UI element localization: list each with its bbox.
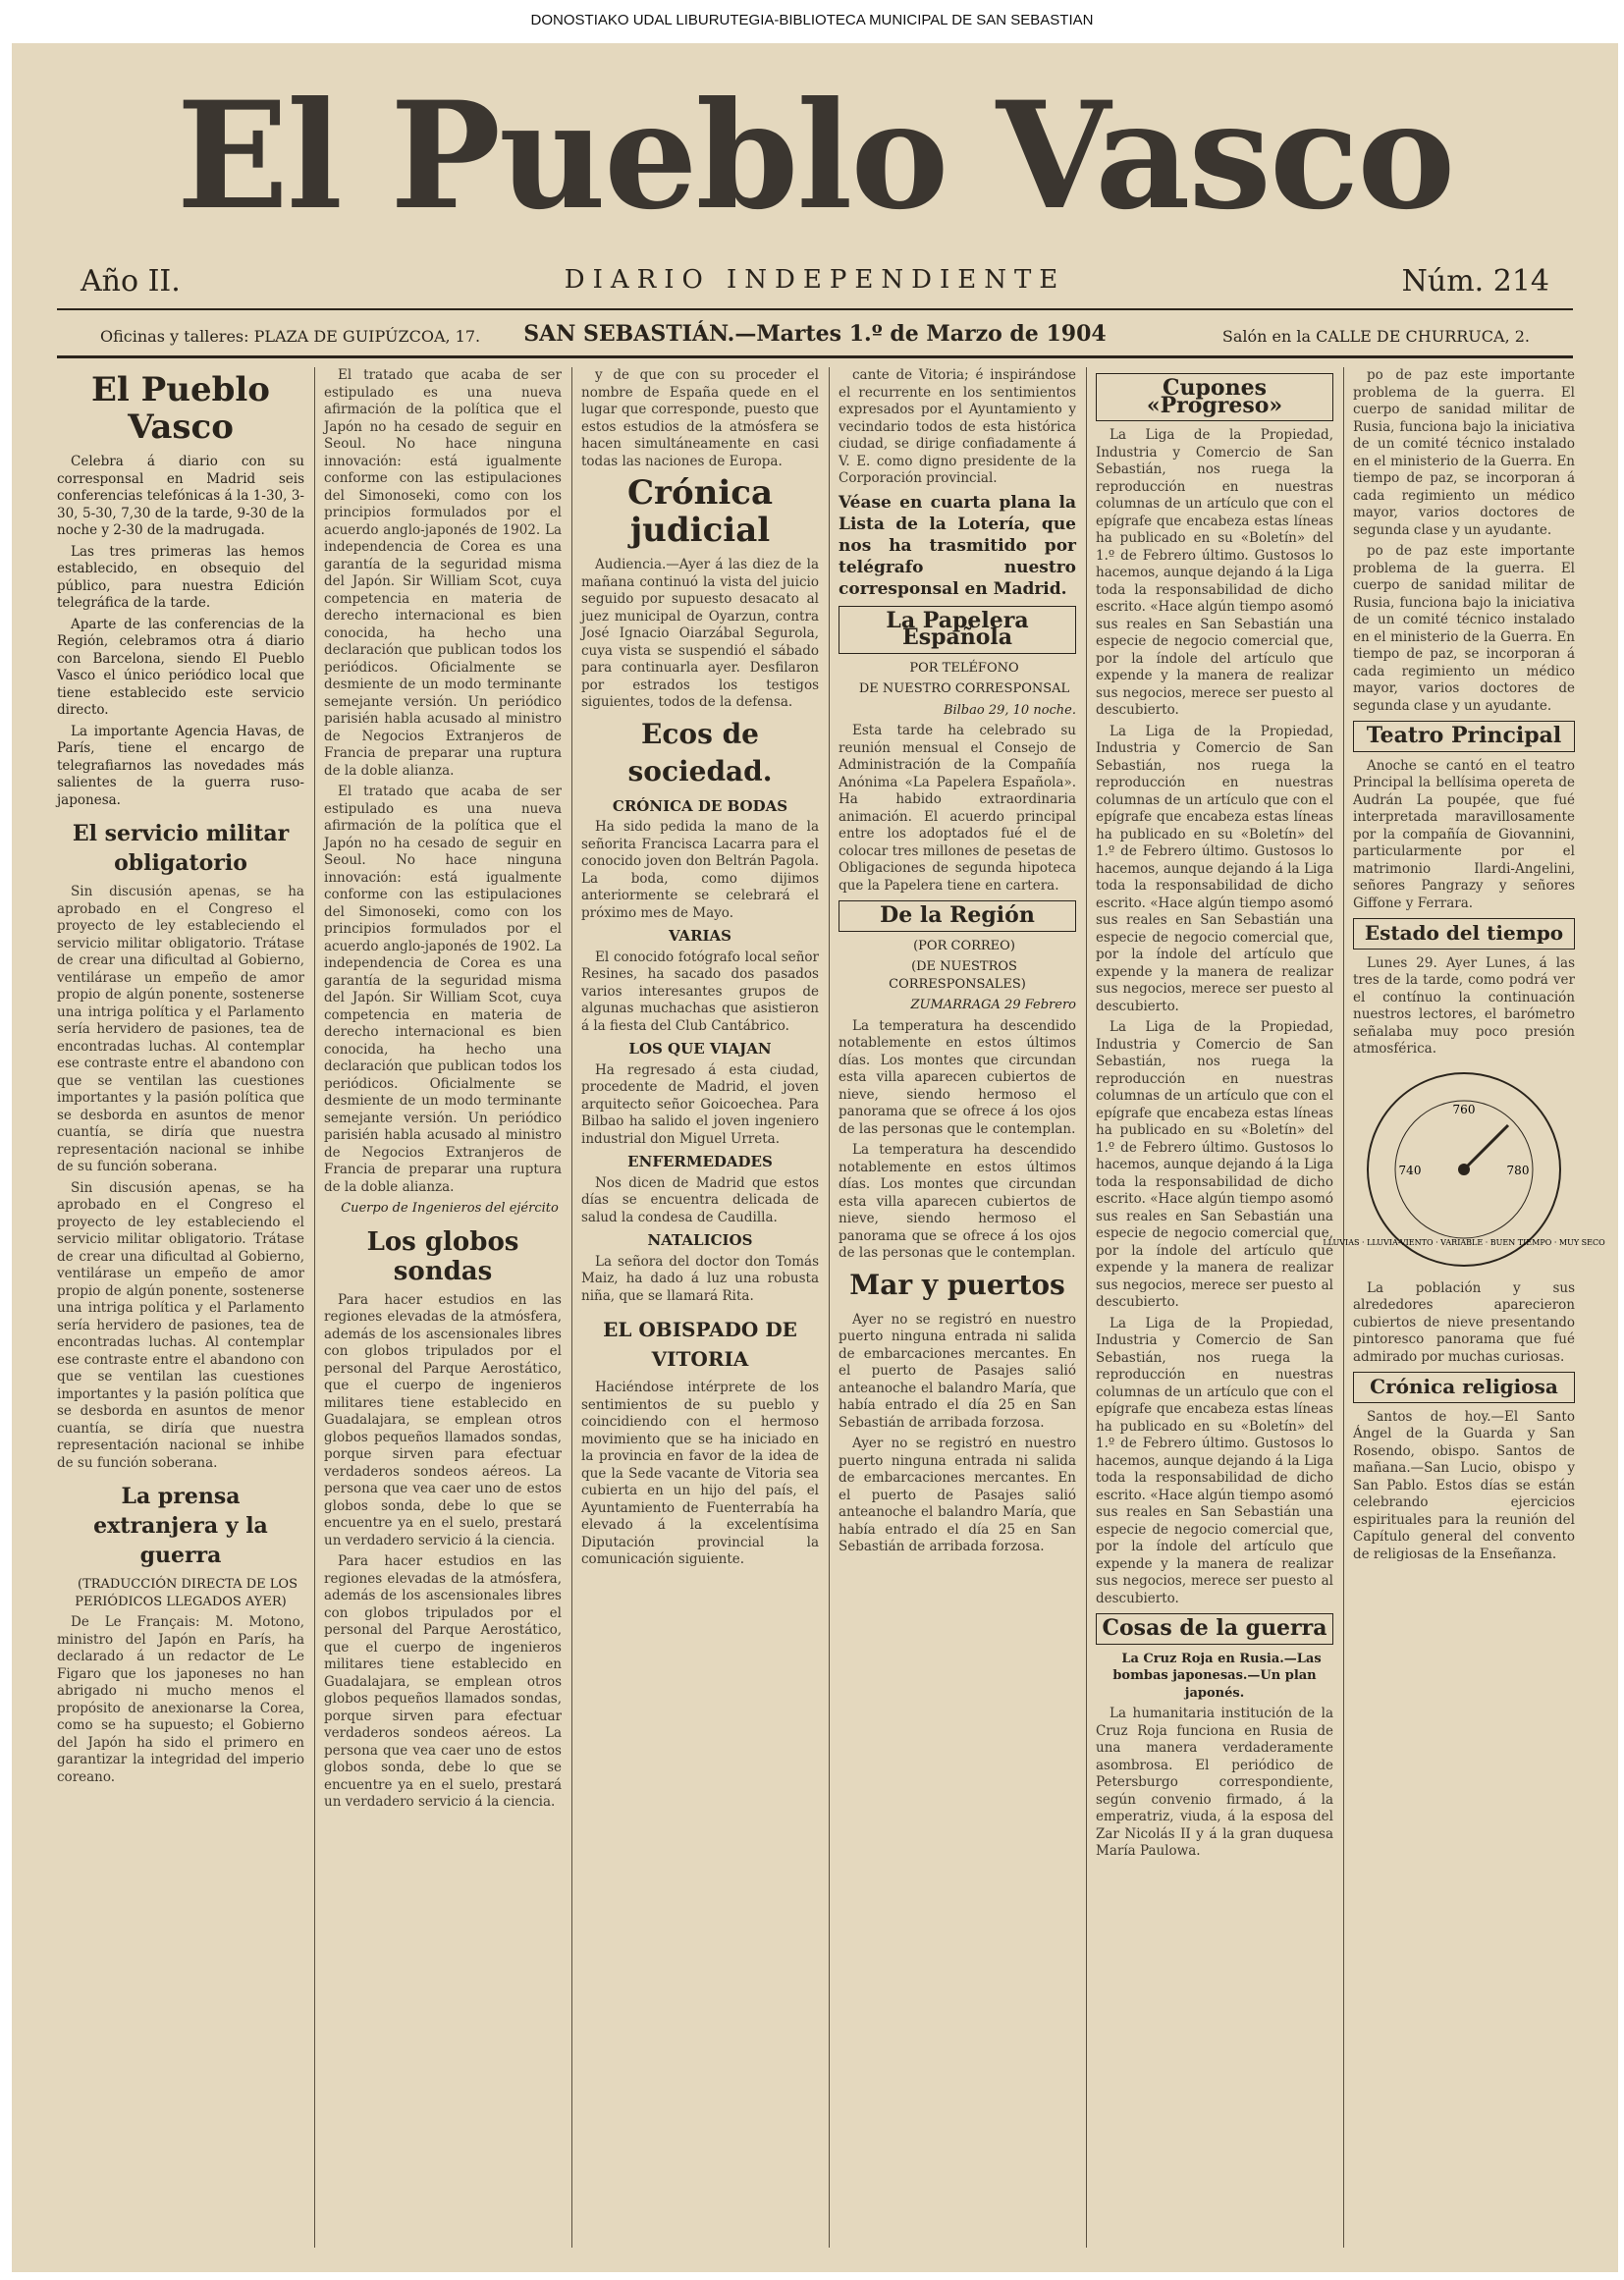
article-body: El tratado que acaba de ser estipulado es una nueva afirmación de la política que el Japón no ha cesado de seguir en Seoul. No hace ninguna innovación: está igualmente conforme con las estipulaciones del Simonoseki, como con los principios formulados por el acuerdo anglo-japonés de 1902. La independencia de Corea es una garantía de la seguridad misma del Japón. Sir William Scot, cuya competencia en materia de derecho internacional es bien conocida, ha hecho una declaración que publican todos los periódicos. Oficialmente se desmiente de un modo terminante semejante versión. Un periódico parisién habla acusado al ministro de Negocios Extranjeros de Francia de preparar una ruptura de la doble alianza. [324,784,562,1195]
article-heading: La Papelera Española [839,606,1076,654]
article-body: Anoche se cantó en el teatro Principal la bellísima opereta de Audrán La poupée, que fué interpretada maravillosamente por la compañía de Giovannini, particularmente por el matrimonio Ilardi-Angelini, señores Pangrazy y señores Giffone y Ferrara. [1353,757,1575,911]
article-body: Esta tarde ha celebrado su reunión mensual el Consejo de Administración de la Compañía Anónima «La Papelera Española». Ha habido extraordinaria animación. El acuerdo principal entre los adoptados fué el de colocar tres millones de pesetas de Obligaciones de segunda hipoteca que la Papelera tiene en cartera. [839,723,1076,894]
article-body: Ayer no se registró en nuestro puerto ninguna entrada ni salida de embarcaciones mercantes. En el puerto de Pasajes salió anteanoche el balandro María, que había entrado el día 25 en San Sebastián de arribada forzosa. [839,1436,1076,1554]
column-4 [839,367,1076,2257]
info-line [71,321,1559,351]
article-body: El conocido fotógrafo local señor Resines, ha sacado dos pasados varios interesantes grupos de algunas muchachas que asistieron á la fiesta del Club Cantábrico. [581,949,819,1034]
article-heading: La prensa extranjera y la guerra [93,1484,268,1568]
section-label: DE NUESTRO CORRESPONSAL [858,681,1070,696]
year-label: Año II. [81,264,181,299]
section-label: LOS QUE VIAJAN [628,1040,772,1058]
section-label: POR TELÉFONO [909,660,1019,676]
article-body: De Le Français: M. Motono, ministro del Japón en París, ha declarado á un redactor de Le Figaro que los japoneses no han abrigado ni mucho menos el propósito de anexionarse la Corea, como se ha supuesto; el Gobierno del Japón ha sido el primero en garantizar la integridad del imperio coreano. [57,1614,304,1785]
section-label: CRÓNICA DE BODAS [612,796,788,815]
article-heading: Crónica judicial [626,473,774,550]
article-body: La temperatura ha descendido notablemente en estos últimos días. Los montes que circundan esta villa aparecen cubiertos de nieve, siendo hermoso el panorama que se ofrece á los ojos de las personas que le contemplan. [839,1142,1076,1261]
gauge-labels: LLUVIAS · LLUVIA-VIENTO · VARIABLE · BUEN TIEMPO · MUY SECO [1323,1237,1605,1247]
column-3 [581,367,819,2257]
article-heading: Teatro Principal [1353,721,1575,752]
gauge-value: 740 [1398,1163,1422,1177]
article-heading: EL OBISPADO DE VITORIA [603,1318,797,1371]
article-heading: De la Región [839,900,1076,932]
article-body: La señora del doctor don Tomás Maiz, ha dado á luz una robusta niña, que se llamará Rita. [581,1253,819,1304]
article-body: La Liga de la Propiedad, Industria y Comercio de San Sebastián, nos ruega la reproducción en nuestras columnas de un artículo que con el epígrafe que encabeza estas líneas ha publicado en su «Boletín» del 1.º de Febrero último. Gustosos lo hacemos, aunque dejando á la Liga toda la responsabilidad de dicho escrito. «Hace algún tiempo asomó sus reales en San Sebastián una especie de negocio comercial que, por la índole del artículo que expende y la manera de realizar sus negocios, merece ser puesto al descubierto. [1096,1019,1333,1310]
article-heading: Cosas de la guerra [1096,1613,1333,1645]
article-body: Audiencia.—Ayer á las diez de la mañana continuó la vista del juicio seguido por supuesto desacato al juez municipal de Oyarzun, contra José Ignacio Oiarzábal Segurola, cuya vista se suspendió el sábado para continuarla ayer. Desfilaron por estrados los testigos siguientes, todos de la defensa. [581,557,819,710]
column-divider [829,367,830,2248]
section-label: VARIAS [668,927,732,945]
column-divider [1086,367,1087,2248]
gauge-value: 780 [1506,1163,1530,1177]
article-body: po de paz este importante problema de la guerra. El cuerpo de sanidad militar de Rusia, funciona bajo la iniciativa de un comité técnico instalado en el ministerio de la Guerra. En tiempo de paz, se incorporan á cada regimiento un médico mayor, varios doctores de segunda clase y un ayudante. [1353,367,1575,538]
article-body: Haciéndose intérprete de los sentimientos de su pueblo y coincidiendo con el hermoso movimiento que se ha iniciado en la provincia en favor de la idea de que la Sede vacante de Vitoria sea cubierta en un hijo del país, el Ayuntamiento de Fuenterrabía ha elevado á la excelentísima Diputación provincial la comunicación siguiente. [581,1380,819,1567]
promo-text: La importante Agencia Havas, de París, tiene el encargo de telegrafiarnos las novedades más salientes de la guerra ruso-japonesa. [57,723,304,808]
promo-text: Aparte de las conferencias de la Región, celebramos otra á diario con Barcelona, siendo El Pueblo Vasco el único periódico local que tiene establecido este servicio directo. [57,616,304,718]
gauge-value: 760 [1452,1102,1476,1116]
article-heading: Los globos sondas [366,1226,519,1286]
article-body: Sin discusión apenas, se ha aprobado en el Congreso el proyecto de ley estableciendo el servicio militar obligatorio. Trátase de crear una dificultad al Gobierno, ventilárase un empeño de amor propio de algún ponente, sostenerse una intriga política y el Parlamento sería hervidero de pasiones, tea de encontradas luchas. Al contemplar ese contraste entre el abandono con que se ventilan las cuestiones importantes y la pasión política que se desborda en asuntos de menor cuantía, se diría que nuestra representación nacional se inhibe de su función soberana. [57,1179,304,1471]
article-body: Para hacer estudios en las regiones elevadas de la atmósfera, además de los ascensionales libres con globos tripulados por el personal del Parque Aerostático, que el cuerpo de ingenieros militares tiene establecido en Guadalajara, se emplean otros globos pequeños llamados sondas, porque sirven para efectuar verdaderos sondeos aéreos. La persona que vea caer uno de estos globos sonda, debe lo que se encuentre ya en el suelo, prestará un verdadero servicio á la ciencia. [324,1553,562,1810]
masthead-subtitle: DIARIO INDEPENDIENTE [564,265,1066,295]
article-body: La humanitaria institución de la Cruz Roja funciona en Rusia de una manera verdaderamente asombrosa. El periódico de Petersburgo correspondiente, según convenio firmado, á la emperatriz, viuda, á la esposa del Zar Nicolás II y á la gran duquesa María Paulowa. [1096,1706,1333,1859]
section-label: NATALICIOS [647,1231,753,1249]
top-rule [57,308,1573,310]
article-heading: Cupones «Progreso» [1096,373,1333,421]
column-divider [571,367,572,2248]
column-divider [314,367,315,2248]
article-body: Sin discusión apenas, se ha aprobado en el Congreso el proyecto de ley estableciendo el servicio militar obligatorio. Trátase de crear una dificultad al Gobierno, ventilárase un empeño de amor propio de algún ponente, sostenerse una intriga política y el Parlamento sería hervidero de pasiones, tea de encontradas luchas. Al contemplar ese contraste entre el abandono con que se ventilan las cuestiones importantes y la pasión política que se desborda en asuntos de menor cuantía, se diría que nuestra representación nacional se inhibe de su función soberana. [57,884,304,1174]
article-body: La temperatura ha descendido notablemente en estos últimos días. Los montes que circundan esta villa aparecen cubiertos de nieve, siendo hermoso el panorama que se ofrece á los ojos de las personas que le contemplan. [839,1017,1076,1137]
archive-header: DONOSTIAKO UDAL LIBURUTEGIA-BIBLIOTECA MUNICIPAL DE SAN SEBASTIAN [0,0,1624,41]
article-body: La Liga de la Propiedad, Industria y Comercio de San Sebastián, nos ruega la reproducción en nuestras columnas de un artículo que con el epígrafe que encabeza estas líneas ha publicado en su «Boletín» del 1.º de Febrero último. Gustosos lo hacemos, aunque dejando á la Liga toda la responsabilidad de dicho escrito. «Hace algún tiempo asomó sus reales en San Sebastián una especie de negocio comercial que, por la índole del artículo que expende y la manera de realizar sus negocios, merece ser puesto al descubierto. [1096,427,1333,718]
masthead-title: El Pueblo Vasco [176,70,1454,243]
article-heading: El servicio militar obligatorio [72,821,290,876]
article-body: Nos dicen de Madrid que estos días se encuentra delicada de salud la condesa de Caudilla. [581,1174,819,1225]
article-heading: Mar y puertos [849,1268,1065,1301]
article-caption: Cuerpo de Ingenieros del ejército [341,1201,559,1216]
promo-text: Las tres primeras las hemos establecido, en obsequio del público, para nuestra Edición telegráfica de la tarde. [57,543,304,611]
section-label: (POR CORREO) [913,938,1015,953]
promo-heading: El Pueblo Vasco [91,370,270,447]
article-body: po de paz este importante problema de la guerra. El cuerpo de sanidad militar de Rusia, funciona bajo la iniciativa de un comité técnico instalado en el ministerio de la Guerra. En tiempo de paz, se incorporan á cada regimiento un médico mayor, varios doctores de segunda clase y un ayudante. [1353,543,1575,714]
promo-text: Celebra á diario con su corresponsal en Madrid seis conferencias telefónicas á la 1-30, 3-30, 5-30, 7,30 de la tarde, 9-30 de la noche y 2-30 de la madrugada. [57,454,304,538]
issue-number: Núm. 214 [1401,264,1549,299]
article-body: La población y sus alrededores aparecieron cubiertos de nieve presentando pintoresco panorama que fué admirado por muchas curiosas. [1353,1279,1575,1365]
article-body: El tratado que acaba de ser estipulado es una nueva afirmación de la política que el Japón no ha cesado de seguir en Seoul. No hace ninguna innovación: está igualmente conforme con las estipulaciones del Simonoseki, como con los principios formulados por el acuerdo anglo-japonés de 1902. La independencia de Corea es una garantía de la seguridad misma del Japón. Sir William Scot, cuya competencia en materia de derecho internacional es bien conocida, ha hecho una declaración que publican todos los periódicos. Oficialmente se desmiente de un modo terminante semejante versión. Un periódico parisién habla acusado al ministro de Negocios Extranjeros de Francia de preparar una ruptura de la doble alianza. [324,367,562,779]
newspaper-page [12,43,1618,2272]
article-heading: Estado del tiempo [1353,918,1575,950]
article-subheading: La Cruz Roja en Rusia.—Las bombas japonesas.—Un plan japonés. [1112,1651,1322,1701]
section-label: ENFERMEDADES [627,1153,773,1170]
article-body: y de que con su proceder el nombre de España quede en el lugar que corresponde, puesto que estos estudios de la atmósfera se hacen simultáneamente en casi todas las naciones de Europa. [581,367,819,469]
column-divider [1343,367,1344,2248]
article-body: La Liga de la Propiedad, Industria y Comercio de San Sebastián, nos ruega la reproducción en nuestras columnas de un artículo que con el epígrafe que encabeza estas líneas ha publicado en su «Boletín» del 1.º de Febrero último. Gustosos lo hacemos, aunque dejando á la Liga toda la responsabilidad de dicho escrito. «Hace algún tiempo asomó sus reales en San Sebastián una especie de negocio comercial que, por la índole del artículo que expende y la manera de realizar sus negocios, merece ser puesto al descubierto. [1096,723,1333,1014]
column-6 [1323,367,1605,2257]
barometer-icon [1323,1066,1605,1273]
lottery-notice: Véase en cuarta plana la Lista de la Lotería, que nos ha trasmitido por telégrafo nuestro corresponsal en Madrid. [839,492,1076,599]
weather-text: Lunes 29. Ayer Lunes, á las tres de la tarde, como podrá ver el contínuo la continuación nuestros lectores, el barómetro señalaba muy poco presión atmosférica. [1353,954,1575,1057]
article-body: Ha sido pedida la mano de la señorita Francisca Lacarra para el conocido joven don Beltrán Pagola. La boda, como dijimos anteriormente se celebrará el próximo mes de Mayo. [581,819,819,921]
column-2 [324,367,562,2257]
dateline: Bilbao 29, 10 noche. [943,702,1076,718]
dateline: ZUMARRAGA 29 Febrero [910,998,1076,1012]
offices-label: Oficinas y talleres: PLAZA DE GUIPÚZCOA, 17. [100,327,481,346]
article-body: La Liga de la Propiedad, Industria y Comercio de San Sebastián, nos ruega la reproducción en nuestras columnas de un artículo que con el epígrafe que encabeza estas líneas ha publicado en su «Boletín» del 1.º de Febrero último. Gustosos lo hacemos, aunque dejando á la Liga toda la responsabilidad de dicho escrito. «Hace algún tiempo asomó sus reales en San Sebastián una especie de negocio comercial que, por la índole del artículo que expende y la manera de realizar sus negocios, merece ser puesto al descubierto. [1096,1315,1333,1606]
article-subheading: (TRADUCCIÓN DIRECTA DE LOS PERIÓDICOS LLEGADOS AYER) [75,1577,298,1609]
article-heading: Ecos de sociedad. [627,717,773,787]
article-heading: Crónica religiosa [1353,1372,1575,1403]
dateline: SAN SEBASTIÁN.—Martes 1.º de Marzo de 1904 [523,321,1107,347]
column-1 [57,367,304,2257]
article-body: Ayer no se registró en nuestro puerto ninguna entrada ni salida de embarcaciones mercantes. En el puerto de Pasajes salió anteanoche el balandro María, que había entrado el día 25 en San Sebastián de arribada forzosa. [839,1311,1076,1431]
section-label: (DE NUESTROS CORRESPONSALES) [889,959,1026,992]
bottom-rule [57,355,1573,358]
article-body: Para hacer estudios en las regiones elevadas de la atmósfera, además de los ascensionales libres con globos tripulados por el personal del Parque Aerostático, que el cuerpo de ingenieros militares tiene establecido en Guadalajara, se emplean otros globos pequeños llamados sondas, porque sirven para efectuar verdaderos sondeos aéreos. La persona que vea caer uno de estos globos sonda, debe lo que se encuentre ya en el suelo, prestará un verdadero servicio á la ciencia. [324,1291,562,1548]
column-5 [1096,367,1333,2257]
article-body: Ha regresado á esta ciudad, procedente de Madrid, el joven arquitecto señor Goicoechea. Para Bilbao ha salido el joven ingeniero industrial don Miguel Urreta. [581,1061,819,1147]
article-body: Santos de hoy.—El Santo Ángel de la Guarda y San Rosendo, obispo. Santos de mañana.—San Lucio, obispo y San Pablo. Estos días se están celebrando ejercicios espirituales para la reunión del Capítulo general del convento de religiosas de la Enseñanza. [1353,1408,1575,1562]
salon-label: Salón en la CALLE DE CHURRUCA, 2. [1221,327,1530,346]
article-body: cante de Vitoria; é inspirándose el recurrente en los sentimientos expresados por el Ayuntamiento y vecindario todos de esta histórica ciudad, se dirige confiadamente á V. E. como digno presidente de la Corporación provincial. [839,367,1076,486]
